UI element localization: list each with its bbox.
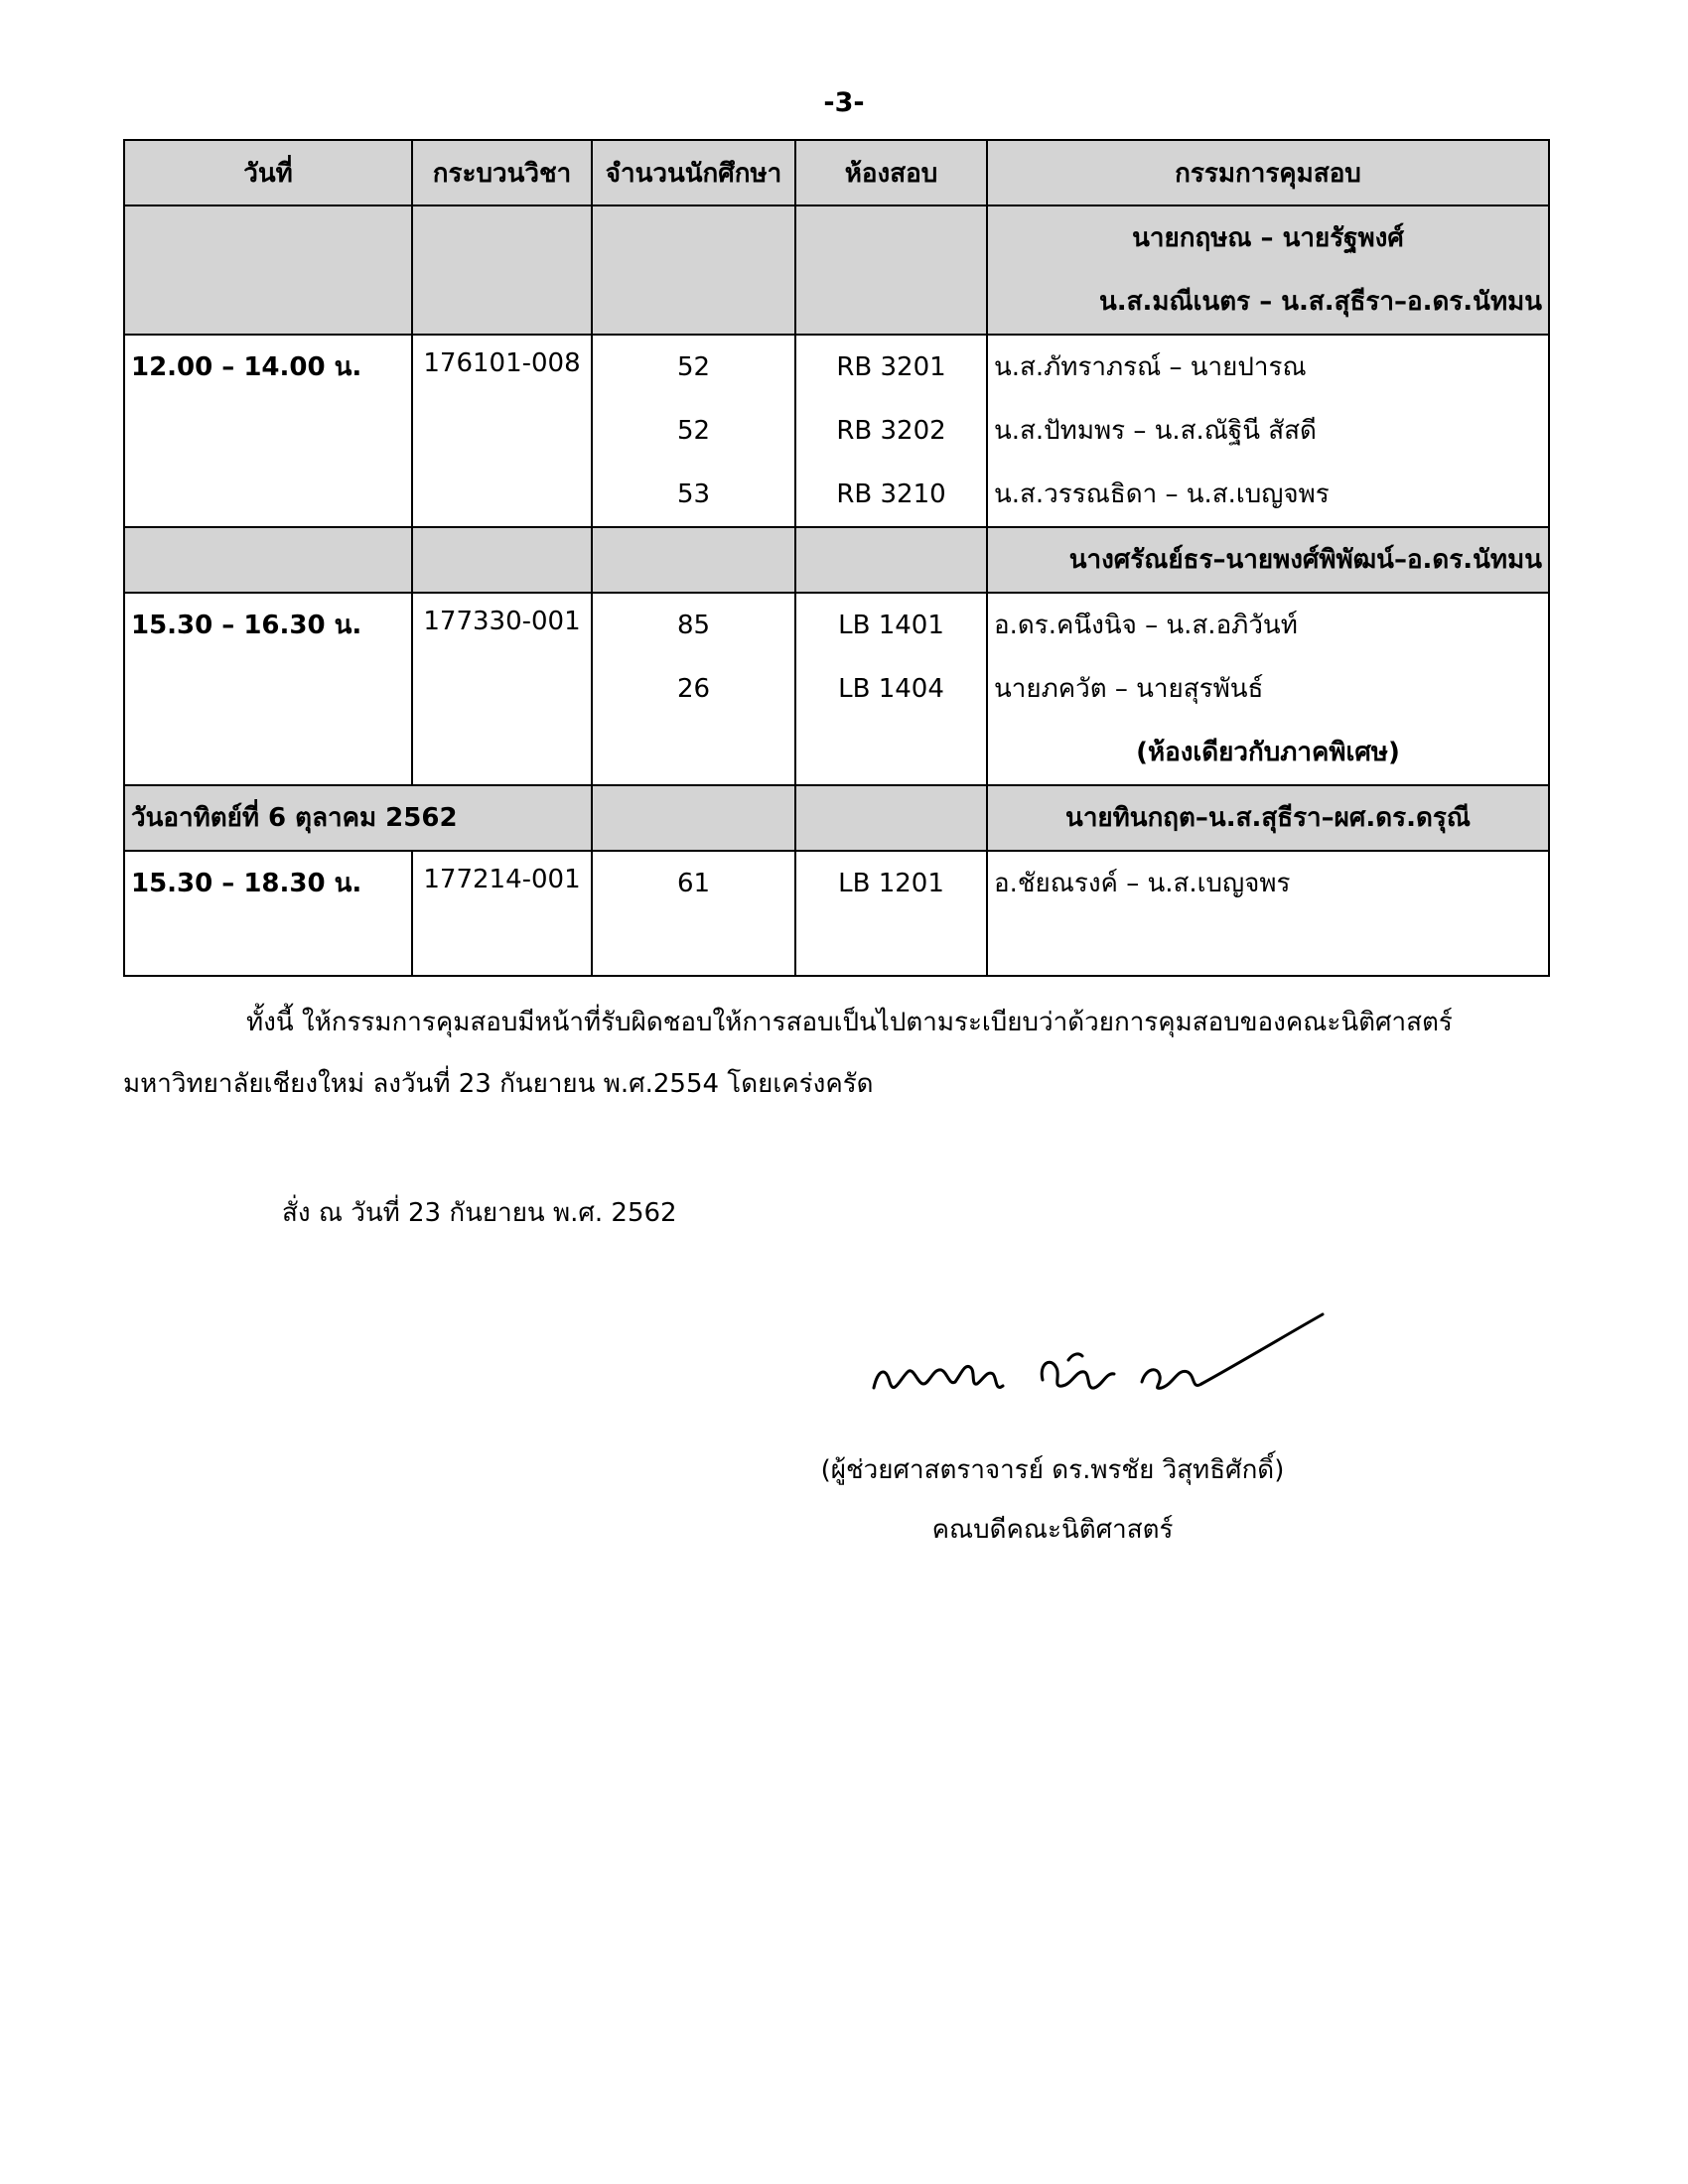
- course-code: 177214-001: [423, 865, 581, 894]
- exam-time: 12.00 – 14.00 น.: [131, 352, 362, 382]
- page-number: -3-: [823, 87, 865, 118]
- signature-image: [864, 1310, 1340, 1430]
- exam-room: RB 3201: [836, 352, 946, 382]
- supervisors-line: นางศรัณย์ธร–นายพงศ์พิพัฒน์–อ.ดร.นัทมน: [1068, 545, 1542, 575]
- paragraph-line: ทั้งนี้ ให้กรรมการคุมสอบมีหน้าที่รับผิดชอบให้การสอบเป็นไปตามระเบียบว่าด้วยการคุมสอบของคณะนิติศาสตร์: [246, 1008, 1453, 1037]
- room-note: (ห้องเดียวกับภาคพิเศษ): [1136, 738, 1400, 767]
- proctor-names: อ.ดร.คนึงนิจ – น.ส.อภิวันท์: [994, 611, 1298, 640]
- table-row: [124, 593, 1549, 785]
- order-date: สั่ง ณ วันที่ 23 กันยายน พ.ศ. 2562: [282, 1198, 677, 1228]
- table-row: [124, 335, 1549, 527]
- exam-room: LB 1401: [838, 611, 944, 640]
- paragraph-line: มหาวิทยาลัยเชียงใหม่ ลงวันที่ 23 กันยายน พ.ศ.2554 โดยเคร่งครัด: [123, 1069, 874, 1099]
- exam-schedule-table: [123, 139, 1550, 977]
- student-count: 61: [676, 869, 711, 898]
- student-count: 85: [676, 611, 711, 640]
- proctor-names: น.ส.วรรณธิดา – น.ส.เบญจพร: [994, 479, 1330, 509]
- course-code: 177330-001: [423, 607, 581, 636]
- table-row: [124, 205, 1549, 335]
- course-code: 176101-008: [423, 348, 581, 378]
- header-room: ห้องสอบ: [795, 140, 987, 205]
- student-count: 52: [676, 352, 711, 382]
- supervisors-line: นายกฤษณ – นายรัฐพงศ์: [1132, 223, 1404, 253]
- table-row: [124, 785, 1549, 851]
- exam-room: LB 1201: [838, 869, 944, 898]
- proctor-names: นายภควัต – นายสุรพันธ์: [994, 674, 1264, 704]
- proctor-names: อ.ชัยณรงค์ – น.ส.เบญจพร: [994, 869, 1291, 898]
- table-row: [124, 851, 1549, 976]
- supervisors-line: นายทินกฤต–น.ส.สุธีรา–ผศ.ดร.ดรุณี: [1065, 803, 1471, 833]
- signatory-name: (ผู้ช่วยศาสตราจารย์ ดร.พรชัย วิสุทธิศักดิ์): [820, 1455, 1285, 1485]
- regulation-paragraph: [123, 1005, 1548, 1102]
- header-course: กระบวนวิชา: [412, 140, 592, 205]
- exam-room: LB 1404: [838, 674, 944, 704]
- proctor-names: น.ส.ปัทมพร – น.ส.ณัฐินี สัสดี: [994, 416, 1317, 446]
- header-proctors: กรรมการคุมสอบ: [987, 140, 1549, 205]
- table-row: [124, 527, 1549, 593]
- supervisors-line: น.ส.มณีเนตร – น.ส.สุธีรา–อ.ดร.นัทมน: [1098, 287, 1542, 317]
- header-date: วันที่: [124, 140, 412, 205]
- exam-time: 15.30 – 16.30 น.: [131, 611, 362, 640]
- student-count: 26: [676, 674, 711, 704]
- student-count: 53: [676, 479, 711, 509]
- table-header-row: [124, 140, 1549, 205]
- exam-date: วันอาทิตย์ที่ 6 ตุลาคม 2562: [131, 803, 458, 833]
- proctor-names: น.ส.ภัทราภรณ์ – นายปารณ: [994, 352, 1307, 382]
- signatory-position: คณบดีคณะนิติศาสตร์: [931, 1515, 1174, 1545]
- header-students: จำนวนนักศึกษา: [592, 140, 795, 205]
- exam-room: RB 3202: [836, 416, 946, 446]
- exam-time: 15.30 – 18.30 น.: [131, 869, 362, 898]
- student-count: 52: [676, 416, 711, 446]
- exam-room: RB 3210: [836, 479, 946, 509]
